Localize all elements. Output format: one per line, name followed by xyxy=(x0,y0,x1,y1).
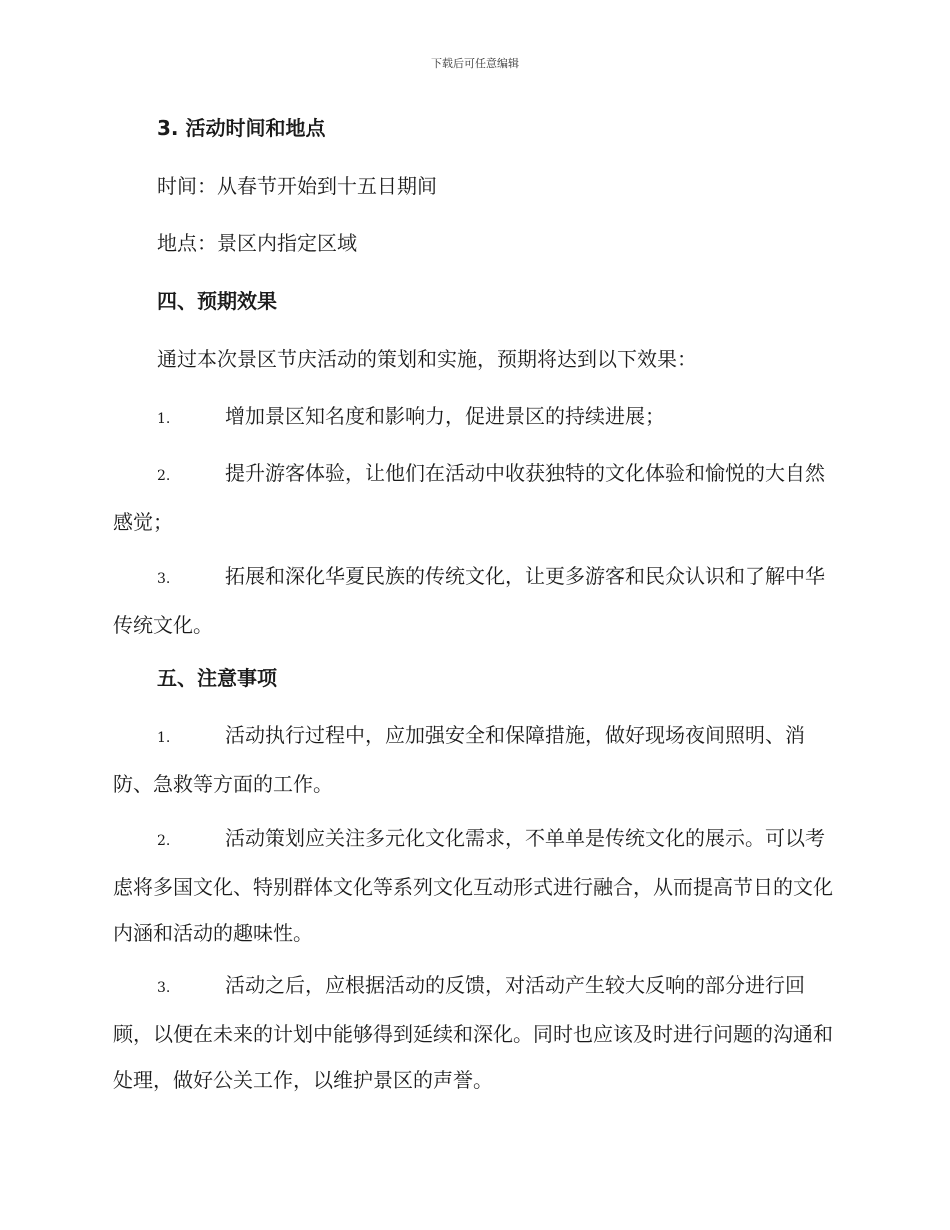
section-4-intro: 通过本次景区节庆活动的策划和实施，预期将达到以下效果： xyxy=(157,347,697,371)
list-item-text: 活动执行过程中，应加强安全和保障措施，做好现场夜间照明、消防、急救等方面的工作。 xyxy=(113,723,805,796)
list-number: 1. xyxy=(157,411,171,427)
effect-item-2 xyxy=(113,450,835,545)
list-item-text: 活动之后，应根据活动的反馈，对活动产生较大反响的部分进行回顾，以便在未来的计划中能够得到延续和深化。同时也应该及时进行问题的沟通和处理，做好公关工作，以维护景区的声誉。 xyxy=(113,973,833,1092)
note-item-1 xyxy=(113,712,835,807)
list-number: 3. xyxy=(157,571,171,587)
time-line: 时间：从春节开始到十五日期间 xyxy=(157,174,437,198)
effect-item-1 xyxy=(113,393,835,442)
list-item-text: 活动策划应关注多元化文化需求，不单单是传统文化的展示。可以考虑将多国文化、特别群体文化等系列文化互动形式进行融合，从而提高节日的文化内涵和活动的趣味性。 xyxy=(113,826,833,945)
note-item-2 xyxy=(113,815,835,956)
place-line: 地点：景区内指定区域 xyxy=(157,231,357,255)
page-header-note: 下载后可任意编辑 xyxy=(431,57,519,70)
note-item-3 xyxy=(113,962,835,1103)
effect-item-3 xyxy=(113,553,835,648)
list-number: 1. xyxy=(157,730,171,746)
list-item-text: 提升游客体验，让他们在活动中收获独特的文化体验和愉悦的大自然感觉； xyxy=(113,461,825,534)
list-number: 2. xyxy=(157,468,171,484)
list-number: 3. xyxy=(157,980,171,996)
list-item-text: 拓展和深化华夏民族的传统文化，让更多游客和民众认识和了解中华传统文化。 xyxy=(113,564,825,637)
section-4-heading: 四、预期效果 xyxy=(157,289,277,313)
section-3-heading: 3. 活动时间和地点 xyxy=(157,116,326,140)
list-number: 2. xyxy=(157,833,171,849)
section-5-heading: 五、注意事项 xyxy=(157,666,277,690)
list-item-text: 增加景区知名度和影响力，促进景区的持续进展； xyxy=(225,404,665,428)
